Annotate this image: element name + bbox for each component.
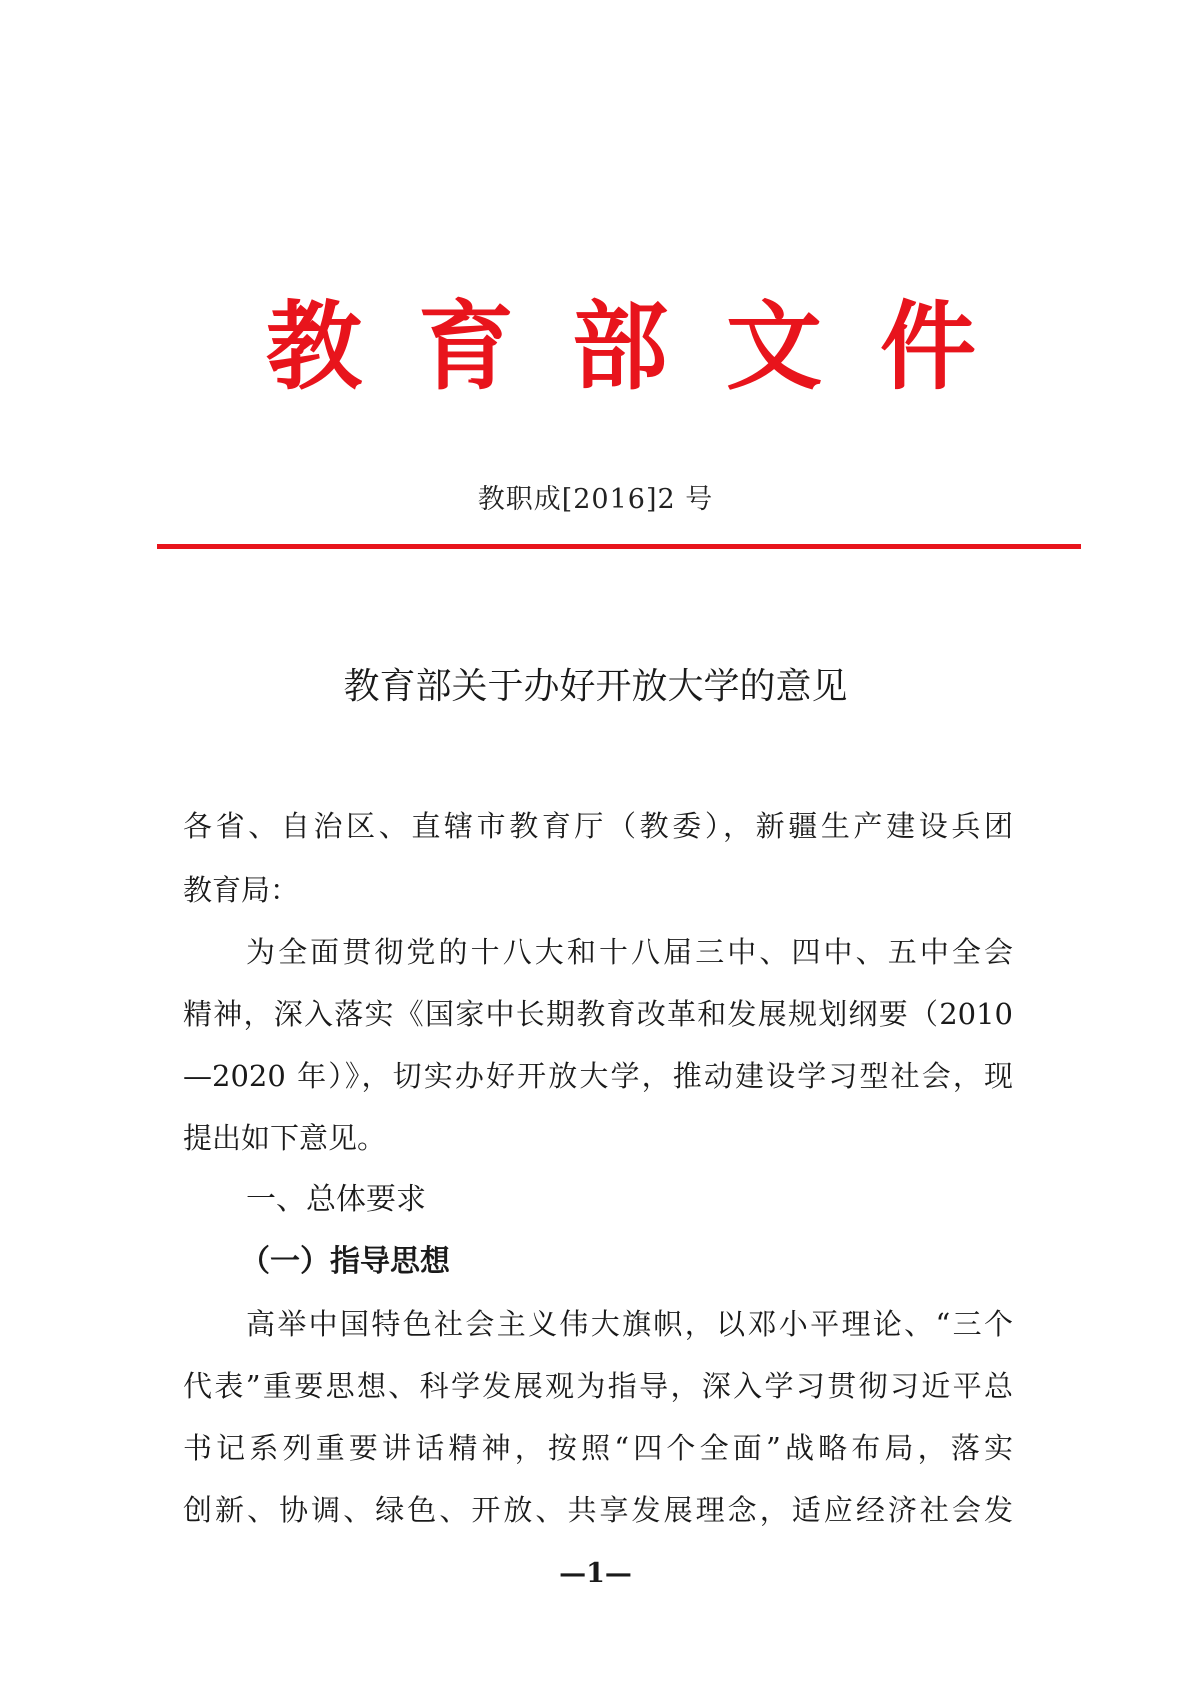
section-heading: 一、总体要求 (246, 1182, 426, 1217)
body-line: —2020 年）》，切实办好开放大学，推动建设学习型社会，现 (183, 1059, 1013, 1093)
page-number: —1— (559, 1558, 632, 1589)
subsection-heading: （一）指导思想 (240, 1244, 450, 1279)
header-char: 育 (418, 291, 514, 403)
header-char: 教 (266, 291, 362, 403)
body-line: 代表”重要思想、科学发展观为指导，深入学习贯彻习近平总 (183, 1369, 1013, 1403)
body-line: 提出如下意见。 (183, 1121, 387, 1155)
document-header (0, 292, 1191, 412)
addressee-line: 各省、自治区、直辖市教育厅（教委），新疆生产建设兵团 (183, 809, 1013, 843)
document-title: 教育部关于办好开放大学的意见 (343, 666, 848, 707)
body-line: 高举中国特色社会主义伟大旗帜，以邓小平理论、“三个 (246, 1307, 1013, 1341)
body-line: 为全面贯彻党的十八大和十八届三中、四中、五中全会 (246, 935, 1013, 969)
header-char: 部 (572, 291, 668, 403)
body-line: 创新、协调、绿色、开放、共享发展理念，适应经济社会发 (183, 1493, 1013, 1527)
header-char: 件 (880, 291, 976, 403)
body-line: 精神，深入落实《国家中长期教育改革和发展规划纲要（2010 (183, 997, 1013, 1031)
header-divider (157, 544, 1081, 549)
body-line: 书记系列重要讲话精神，按照“四个全面”战略布局，落实 (183, 1431, 1013, 1465)
document-number: 教职成[2016]2 号 (477, 484, 714, 515)
header-char: 文 (726, 291, 822, 403)
addressee-line: 教育局： (183, 873, 300, 907)
